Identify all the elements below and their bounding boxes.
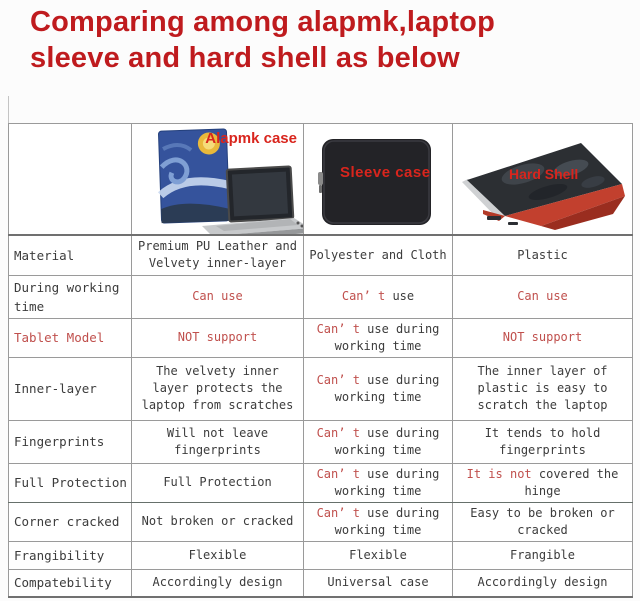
cell-text-segment: Can’ t xyxy=(316,372,360,387)
cell-text-segment: Can’ t xyxy=(316,321,360,336)
row-label-inner-layer: Inner-layer xyxy=(9,357,132,420)
cell-text-segment: Can’ t xyxy=(316,505,360,520)
row-label-material: Material xyxy=(9,235,132,275)
cell-text-segment: use xyxy=(385,289,415,303)
alapmk-case-image-cell xyxy=(132,124,304,236)
cell-text-segment: It is not xyxy=(466,466,532,481)
cell-text-segment: Flexible xyxy=(188,547,247,562)
alapmk-case-label: Alapmk case xyxy=(205,130,297,147)
cell-compatebility-sleeve xyxy=(304,569,453,597)
row-label-during-working-time: During working time xyxy=(9,275,132,318)
row-label-tablet-model: Tablet Model xyxy=(9,318,132,357)
cell-text-segment: use during working time xyxy=(334,321,440,353)
cell-text-segment: Can use xyxy=(192,289,243,303)
cell-fingerprints-alapmk xyxy=(132,420,304,463)
cell-text-segment: use during working time xyxy=(334,505,440,537)
comparison-table xyxy=(8,123,633,598)
row-material xyxy=(9,235,633,275)
cell-during-alapmk xyxy=(132,275,304,318)
cell-text-segment: Full Protection xyxy=(163,475,272,489)
cell-text-segment: Can use xyxy=(517,289,568,303)
cell-text-segment: Accordingly design xyxy=(152,575,283,590)
cell-compatebility-hardshell xyxy=(453,569,633,597)
cell-text-segment: Will not leave fingerprints xyxy=(166,425,269,457)
row-frangibility xyxy=(9,541,633,569)
cell-text-segment: Can’ t xyxy=(316,466,360,481)
row-label-compatebility: Compatebility xyxy=(9,569,132,597)
cell-text-segment: Polyester and Cloth xyxy=(309,247,447,262)
cell-fullprotection-alapmk xyxy=(132,463,304,502)
table-corner-artifact xyxy=(8,96,9,123)
cell-text-segment: It tends to hold fingerprints xyxy=(484,425,601,457)
row-label-fingerprints: Fingerprints xyxy=(9,420,132,463)
cell-text-segment: Not broken or cracked xyxy=(141,514,294,528)
cell-text-segment: Universal case xyxy=(327,575,429,590)
header-empty-cell xyxy=(9,124,132,236)
product-image-row xyxy=(9,124,633,236)
cell-text-segment: Frangible xyxy=(509,547,576,562)
hard-shell-label: Hard Shell xyxy=(509,166,579,182)
cell-fingerprints-sleeve xyxy=(304,420,453,463)
page-title xyxy=(30,4,610,76)
cell-text-segment: The inner layer of plastic is easy to scratch the laptop xyxy=(477,364,608,412)
cell-inner-sleeve xyxy=(304,357,453,420)
sleeve-case-image-cell xyxy=(304,124,453,236)
row-full-protection xyxy=(9,463,633,502)
cell-tablet-alapmk xyxy=(132,318,304,357)
cell-text-segment: Plastic xyxy=(517,247,568,262)
row-label-corner-cracked: Corner cracked xyxy=(9,502,132,541)
sleeve-case-label: Sleeve case xyxy=(340,164,431,181)
cell-material-sleeve xyxy=(304,235,453,275)
cell-corner-sleeve xyxy=(304,502,453,541)
row-corner-cracked xyxy=(9,502,633,541)
cell-material-hardshell xyxy=(453,235,633,275)
cell-material-alapmk xyxy=(132,235,304,275)
row-inner-layer xyxy=(9,357,633,420)
cell-text-segment: The velvety inner layer protects the laptop from scratches xyxy=(141,364,294,412)
cell-text-segment: NOT support xyxy=(177,330,258,344)
cell-text-segment: covered the hinge xyxy=(524,466,619,498)
row-during-working-time xyxy=(9,275,633,318)
cell-fullprotection-hardshell xyxy=(453,463,633,502)
cell-frangibility-hardshell xyxy=(453,541,633,569)
cell-text-segment: Easy to be broken or cracked xyxy=(470,505,615,537)
row-label-full-protection: Full Protection xyxy=(9,463,132,502)
hard-shell-image-cell xyxy=(453,124,633,236)
cell-text-segment: Can’ t xyxy=(341,289,386,303)
page-title-line2: sleeve and hard shell as below xyxy=(30,42,460,74)
cell-during-hardshell xyxy=(453,275,633,318)
cell-tablet-hardshell xyxy=(453,318,633,357)
row-compatebility xyxy=(9,569,633,597)
cell-text-segment: Can’ t xyxy=(316,425,360,440)
cell-during-sleeve xyxy=(304,275,453,318)
cell-fullprotection-sleeve xyxy=(304,463,453,502)
cell-text-segment: use during working time xyxy=(334,425,440,457)
cell-inner-hardshell xyxy=(453,357,633,420)
page-title-line1: Comparing among alapmk,laptop xyxy=(30,6,496,38)
cell-inner-alapmk xyxy=(132,357,304,420)
cell-text-segment: Premium PU Leather and Velvety inner-layer xyxy=(138,239,297,271)
cell-frangibility-sleeve xyxy=(304,541,453,569)
cell-text-segment: NOT support xyxy=(502,330,583,344)
row-fingerprints xyxy=(9,420,633,463)
row-tablet-model xyxy=(9,318,633,357)
cell-text-segment: Flexible xyxy=(349,547,407,562)
cell-corner-alapmk xyxy=(132,502,304,541)
cell-tablet-sleeve xyxy=(304,318,453,357)
row-label-frangibility: Frangibility xyxy=(9,541,132,569)
cell-frangibility-alapmk xyxy=(132,541,304,569)
cell-compatebility-alapmk xyxy=(132,569,304,597)
cell-text-segment: use during working time xyxy=(334,466,440,498)
cell-text-segment: use during working time xyxy=(334,372,440,404)
cell-text-segment: Accordingly design xyxy=(477,575,608,590)
cell-corner-hardshell xyxy=(453,502,633,541)
cell-fingerprints-hardshell xyxy=(453,420,633,463)
